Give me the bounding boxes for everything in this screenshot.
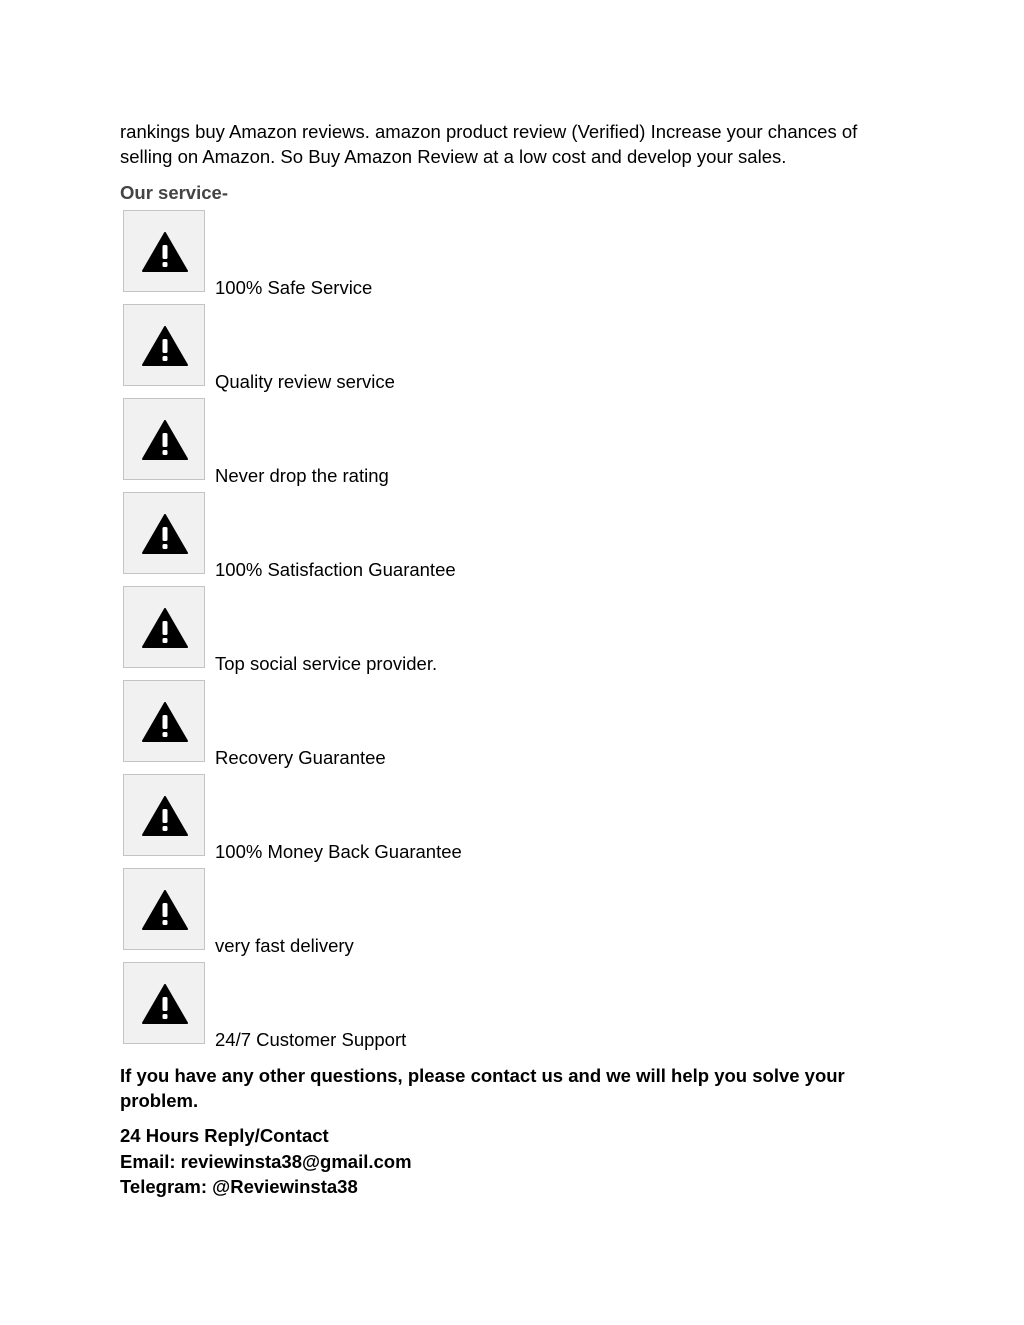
warning-icon bbox=[142, 514, 188, 554]
service-item bbox=[123, 680, 823, 774]
service-item bbox=[123, 868, 823, 962]
service-label: Top social service provider. bbox=[215, 653, 438, 674]
service-label: 24/7 Customer Support bbox=[215, 1029, 407, 1050]
warning-icon bbox=[142, 796, 188, 836]
contact-note: If you have any other questions, please contact us and we will help you solve your problem. bbox=[120, 1065, 845, 1111]
warning-icon bbox=[142, 890, 188, 930]
service-label: Never drop the rating bbox=[215, 465, 389, 486]
service-item bbox=[123, 962, 823, 1056]
contact-block bbox=[120, 1123, 412, 1200]
service-item bbox=[123, 774, 823, 868]
contact-email: Email: reviewinsta38@gmail.com bbox=[120, 1150, 412, 1172]
warning-icon bbox=[142, 984, 188, 1024]
service-item bbox=[123, 398, 823, 492]
broken-image-placeholder bbox=[123, 210, 205, 292]
service-item bbox=[123, 492, 823, 586]
service-label: 100% Money Back Guarantee bbox=[215, 841, 462, 862]
contact-hours: 24 Hours Reply/Contact bbox=[120, 1125, 329, 1146]
contact-telegram: Telegram: @Reviewinsta38 bbox=[120, 1176, 358, 1197]
broken-image-placeholder bbox=[123, 398, 205, 480]
broken-image-placeholder bbox=[123, 586, 205, 668]
warning-icon bbox=[142, 326, 188, 366]
service-label: very fast delivery bbox=[215, 935, 354, 956]
broken-image-placeholder bbox=[123, 962, 205, 1044]
service-label: 100% Satisfaction Guarantee bbox=[215, 559, 456, 580]
service-item bbox=[123, 210, 823, 304]
intro-paragraph: rankings buy Amazon reviews. amazon product review (Verified) Increase your chances of selling on Amazon. So Buy Amazon Review at a low cost and develop your sales. bbox=[120, 121, 858, 167]
service-list bbox=[123, 210, 823, 1056]
broken-image-placeholder bbox=[123, 304, 205, 386]
broken-image-placeholder bbox=[123, 492, 205, 574]
warning-icon bbox=[142, 420, 188, 460]
broken-image-placeholder bbox=[123, 680, 205, 762]
service-item bbox=[123, 586, 823, 680]
broken-image-placeholder bbox=[123, 868, 205, 950]
service-heading: Our service- bbox=[120, 182, 228, 203]
service-label: Quality review service bbox=[215, 371, 395, 392]
service-label: 100% Safe Service bbox=[215, 277, 373, 298]
warning-icon bbox=[142, 702, 188, 742]
service-label: Recovery Guarantee bbox=[215, 747, 386, 768]
service-item bbox=[123, 304, 823, 398]
warning-icon bbox=[142, 608, 188, 648]
broken-image-placeholder bbox=[123, 774, 205, 856]
warning-icon bbox=[142, 232, 188, 272]
